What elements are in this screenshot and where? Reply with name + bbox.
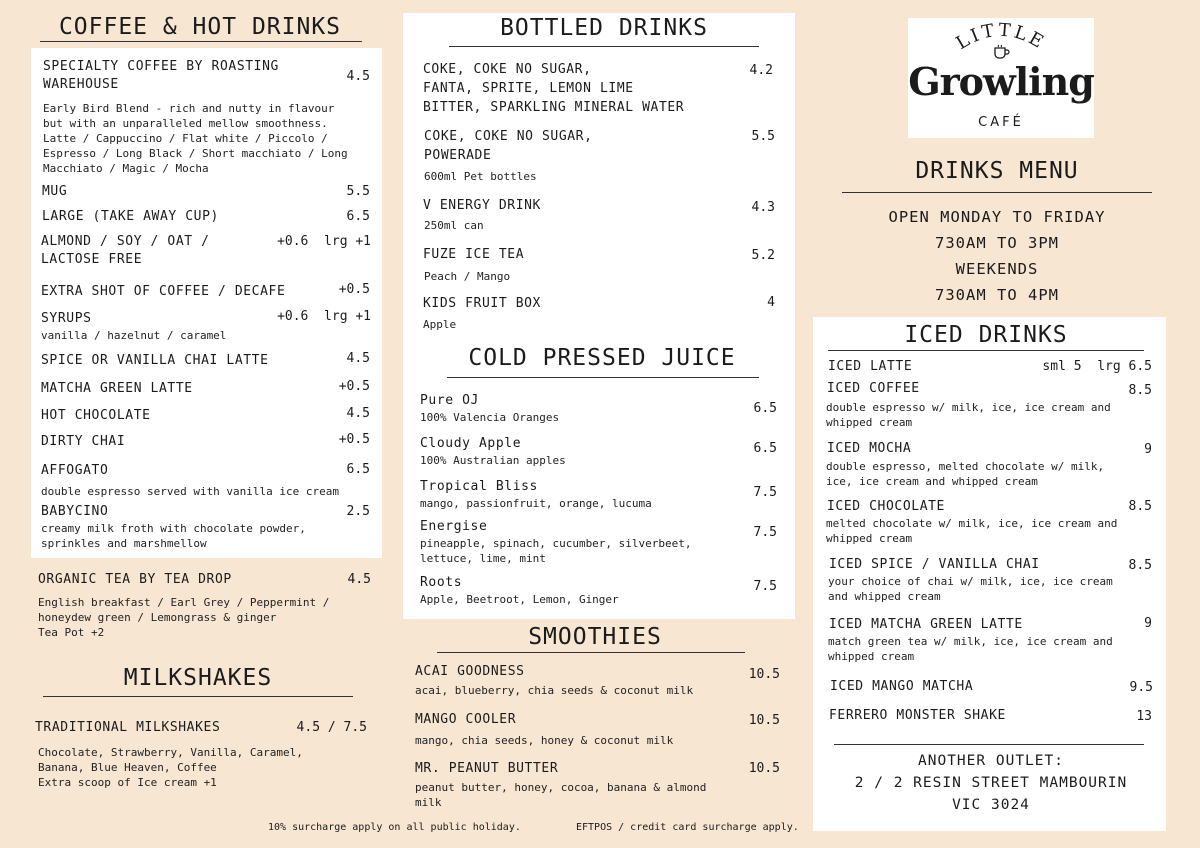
coffee-item-chai-latte: SPICE OR VANILLA CHAI LATTE bbox=[41, 353, 269, 368]
coffee-item-babycino: BABYCINO bbox=[41, 504, 109, 519]
smoothie-price-mango-cooler: 10.5 bbox=[748, 713, 780, 728]
coffee-desc-syrups: vanilla / hazelnut / caramel bbox=[41, 329, 227, 342]
milkshakes-item-price: 4.5 / 7.5 bbox=[296, 720, 367, 735]
iced-price-matcha: 9 bbox=[1144, 616, 1152, 631]
hours-line-1: OPEN MONDAY TO FRIDAY bbox=[888, 208, 1106, 226]
coffee-price-specialty: 4.5 bbox=[346, 69, 370, 84]
bottled-item-kids-fruit: KIDS FRUIT BOX bbox=[423, 296, 541, 311]
logo-top-text: LITTLE bbox=[952, 19, 1050, 55]
bottled-item-powerade: COKE, COKE NO SUGAR, POWERADE bbox=[424, 129, 593, 163]
iced-item-chai: ICED SPICE / VANILLA CHAI bbox=[829, 557, 1040, 572]
iced-item-coffee: ICED COFFEE bbox=[827, 381, 920, 396]
iced-price-ferrero: 13 bbox=[1136, 709, 1152, 724]
hours-line-2: 730AM TO 3PM bbox=[935, 234, 1059, 252]
smoothie-desc-acai: acai, blueberry, chia seeds & coconut milk bbox=[415, 684, 694, 697]
coffee-item-large: LARGE (TAKE AWAY CUP) bbox=[42, 209, 219, 224]
bottled-price-powerade: 5.5 bbox=[751, 129, 775, 144]
smoothie-price-acai: 10.5 bbox=[748, 667, 780, 682]
juice-desc-energise: pineapple, spinach, cucumber, silverbeet, lettuce, lime, mint bbox=[420, 537, 692, 565]
coffee-price-matcha: +0.5 bbox=[338, 379, 370, 394]
iced-desc-chai: your choice of chai w/ milk, ice, ice cream and whipped cream bbox=[828, 575, 1113, 603]
smoothies-section-title: SMOOTHIES bbox=[528, 624, 662, 650]
juice-title-rule bbox=[447, 377, 759, 378]
juice-item-tropical-bliss: Tropical Bliss bbox=[420, 479, 538, 494]
coffee-desc-affogato: double espresso served with vanilla ice cream bbox=[41, 485, 340, 498]
iced-price-coffee: 8.5 bbox=[1128, 383, 1152, 398]
bottled-section-title: BOTTLED DRINKS bbox=[500, 15, 708, 41]
coffee-item-syrups: SYRUPS bbox=[41, 311, 92, 326]
coffee-price-syrups: +0.6 lrg +1 bbox=[277, 309, 371, 324]
bottled-desc-v-energy: 250ml can bbox=[424, 219, 484, 232]
coffee-price-chai-latte: 4.5 bbox=[346, 351, 370, 366]
bottled-item-fuze: FUZE ICE TEA bbox=[423, 247, 525, 262]
bottled-desc-fuze: Peach / Mango bbox=[424, 270, 511, 283]
bottled-price-soft-drinks: 4.2 bbox=[749, 63, 773, 78]
milkshakes-item-name: TRADITIONAL MILKSHAKES bbox=[35, 720, 221, 735]
iced-desc-chocolate: melted chocolate w/ milk, ice, ice cream and whipped cream bbox=[826, 517, 1118, 545]
juice-item-roots: Roots bbox=[420, 575, 463, 590]
iced-item-mango-matcha: ICED MANGO MATCHA bbox=[830, 679, 974, 694]
juice-price-tropical-bliss: 7.5 bbox=[753, 485, 777, 500]
coffee-section-title: COFFEE & HOT DRINKS bbox=[58, 14, 342, 40]
smoothie-item-acai: ACAI GOODNESS bbox=[415, 664, 525, 679]
iced-item-matcha: ICED MATCHA GREEN LATTE bbox=[829, 617, 1023, 632]
bottled-price-v-energy: 4.3 bbox=[751, 200, 775, 215]
outlet-line-3: VIC 3024 bbox=[952, 797, 1030, 813]
juice-item-cloudy-apple: Cloudy Apple bbox=[420, 436, 522, 451]
juice-price-pure-oj: 6.5 bbox=[753, 401, 777, 416]
juice-price-cloudy-apple: 6.5 bbox=[753, 441, 777, 456]
coffee-item-hot-chocolate: HOT CHOCOLATE bbox=[41, 408, 151, 423]
drinks-menu-rule bbox=[842, 192, 1152, 193]
smoothie-item-mango-cooler: MANGO COOLER bbox=[415, 712, 517, 727]
coffee-title-rule bbox=[40, 41, 362, 42]
iced-item-latte: ICED LATTE bbox=[828, 359, 913, 374]
coffee-item-specialty: SPECIALTY COFFEE BY ROASTING WAREHOUSE bbox=[43, 59, 279, 92]
tea-item-price: 4.5 bbox=[347, 572, 371, 587]
juice-desc-roots: Apple, Beetroot, Lemon, Ginger bbox=[420, 593, 619, 606]
coffee-desc-specialty: Early Bird Blend - rich and nutty in flavour but with an unparalleled mellow smoothness. Latte / Cappuccino / Flat white / Piccolo / Espresso / Long Black / Short macchiato / Long Macchiato / Magic / Mocha bbox=[43, 102, 348, 175]
smoothie-item-peanut-butter: MR. PEANUT BUTTER bbox=[415, 761, 559, 776]
bottled-price-kids-fruit: 4 bbox=[767, 295, 775, 310]
milkshakes-item-desc: Chocolate, Strawberry, Vanilla, Caramel, Banana, Blue Heaven, Coffee Extra scoop of Ice cream +1 bbox=[38, 746, 303, 789]
smoothie-desc-peanut-butter: peanut butter, honey, cocoa, banana & almond milk bbox=[415, 781, 707, 809]
hours-line-3: WEEKENDS bbox=[955, 260, 1039, 278]
milkshakes-section-title: MILKSHAKES bbox=[123, 665, 273, 691]
outlet-line-2: 2 / 2 RESIN STREET MAMBOURIN bbox=[854, 775, 1128, 791]
bottled-price-fuze: 5.2 bbox=[751, 248, 775, 263]
iced-desc-mocha: double espresso, melted chocolate w/ milk, ice, ice cream and whipped cream bbox=[826, 460, 1105, 488]
iced-item-mocha: ICED MOCHA bbox=[827, 441, 912, 456]
cup-icon bbox=[993, 44, 1011, 60]
iced-item-chocolate: ICED CHOCOLATE bbox=[827, 499, 945, 514]
juice-price-energise: 7.5 bbox=[753, 525, 777, 540]
iced-price-mango-matcha: 9.5 bbox=[1129, 680, 1153, 695]
juice-section-title: COLD PRESSED JUICE bbox=[468, 345, 736, 371]
iced-title-rule bbox=[828, 350, 1144, 351]
hours-line-4: 730AM TO 4PM bbox=[935, 286, 1059, 304]
coffee-item-dirty-chai: DIRTY CHAI bbox=[41, 434, 126, 449]
juice-desc-pure-oj: 100% Valencia Oranges bbox=[420, 411, 560, 424]
coffee-price-milk-alt: +0.6 lrg +1 bbox=[277, 234, 371, 249]
coffee-price-dirty-chai: +0.5 bbox=[338, 432, 370, 447]
footer-card-surcharge: EFTPOS / credit card surcharge apply. bbox=[576, 822, 799, 833]
coffee-desc-babycino: creamy milk froth with chocolate powder, sprinkles and marshmellow bbox=[41, 522, 306, 550]
bottled-item-v-energy: V ENERGY DRINK bbox=[423, 198, 541, 213]
smoothie-desc-mango-cooler: mango, chia seeds, honey & coconut milk bbox=[415, 734, 674, 747]
iced-price-chocolate: 8.5 bbox=[1128, 499, 1152, 514]
juice-desc-tropical-bliss: mango, passionfruit, orange, lucuma bbox=[420, 497, 652, 510]
logo-main-text: Growling bbox=[908, 59, 1094, 104]
outlet-line-1: ANOTHER OUTLET: bbox=[918, 753, 1064, 769]
juice-desc-cloudy-apple: 100% Australian apples bbox=[420, 454, 566, 467]
coffee-price-affogato: 6.5 bbox=[346, 462, 370, 477]
iced-price-mocha: 9 bbox=[1144, 442, 1152, 457]
bottled-desc-kids-fruit: Apple bbox=[423, 318, 457, 331]
coffee-item-matcha: MATCHA GREEN LATTE bbox=[41, 381, 193, 396]
iced-desc-matcha: match green tea w/ milk, ice, ice cream and whipped cream bbox=[828, 635, 1113, 663]
juice-price-roots: 7.5 bbox=[753, 579, 777, 594]
coffee-price-hot-chocolate: 4.5 bbox=[346, 406, 370, 421]
footer-holiday-surcharge: 10% surcharge apply on all public holiday. bbox=[268, 822, 521, 833]
coffee-item-affogato: AFFOGATO bbox=[41, 463, 109, 478]
iced-price-chai: 8.5 bbox=[1128, 558, 1152, 573]
drinks-menu-title: DRINKS MENU bbox=[915, 158, 1079, 184]
iced-item-ferrero: FERRERO MONSTER SHAKE bbox=[829, 708, 1006, 723]
milkshakes-title-rule bbox=[43, 696, 353, 697]
bottled-title-rule bbox=[449, 46, 759, 47]
coffee-price-babycino: 2.5 bbox=[346, 504, 370, 519]
juice-item-energise: Energise bbox=[420, 519, 488, 534]
iced-price-latte: sml 5 lrg 6.5 bbox=[1042, 359, 1152, 374]
coffee-item-extra-shot: EXTRA SHOT OF COFFEE / DECAFE bbox=[41, 284, 286, 299]
iced-desc-coffee: double espresso w/ milk, ice, ice cream and whipped cream bbox=[826, 401, 1111, 429]
outlet-rule bbox=[834, 744, 1144, 745]
smoothie-price-peanut-butter: 10.5 bbox=[748, 761, 780, 776]
coffee-price-large: 6.5 bbox=[346, 209, 370, 224]
coffee-item-milk-alt: ALMOND / SOY / OAT / LACTOSE FREE bbox=[41, 234, 210, 267]
juice-item-pure-oj: Pure OJ bbox=[420, 393, 479, 408]
bottled-item-soft-drinks: COKE, COKE NO SUGAR, FANTA, SPRITE, LEMON LIME BITTER, SPARKLING MINERAL WATER bbox=[423, 62, 685, 115]
iced-section-title: ICED DRINKS bbox=[904, 322, 1068, 348]
coffee-price-extra-shot: +0.5 bbox=[338, 282, 370, 297]
bottled-desc-powerade: 600ml Pet bottles bbox=[424, 170, 537, 183]
coffee-item-mug: MUG bbox=[42, 184, 68, 199]
smoothies-title-rule bbox=[437, 652, 745, 653]
coffee-price-mug: 5.5 bbox=[346, 184, 370, 199]
logo-bottom-text: CAFÉ bbox=[978, 115, 1024, 130]
tea-item-name: ORGANIC TEA BY TEA DROP bbox=[38, 572, 232, 587]
tea-item-desc: English breakfast / Earl Grey / Peppermint / honeydew green / Lemongrass & ginger Tea Pot +2 bbox=[38, 596, 330, 639]
